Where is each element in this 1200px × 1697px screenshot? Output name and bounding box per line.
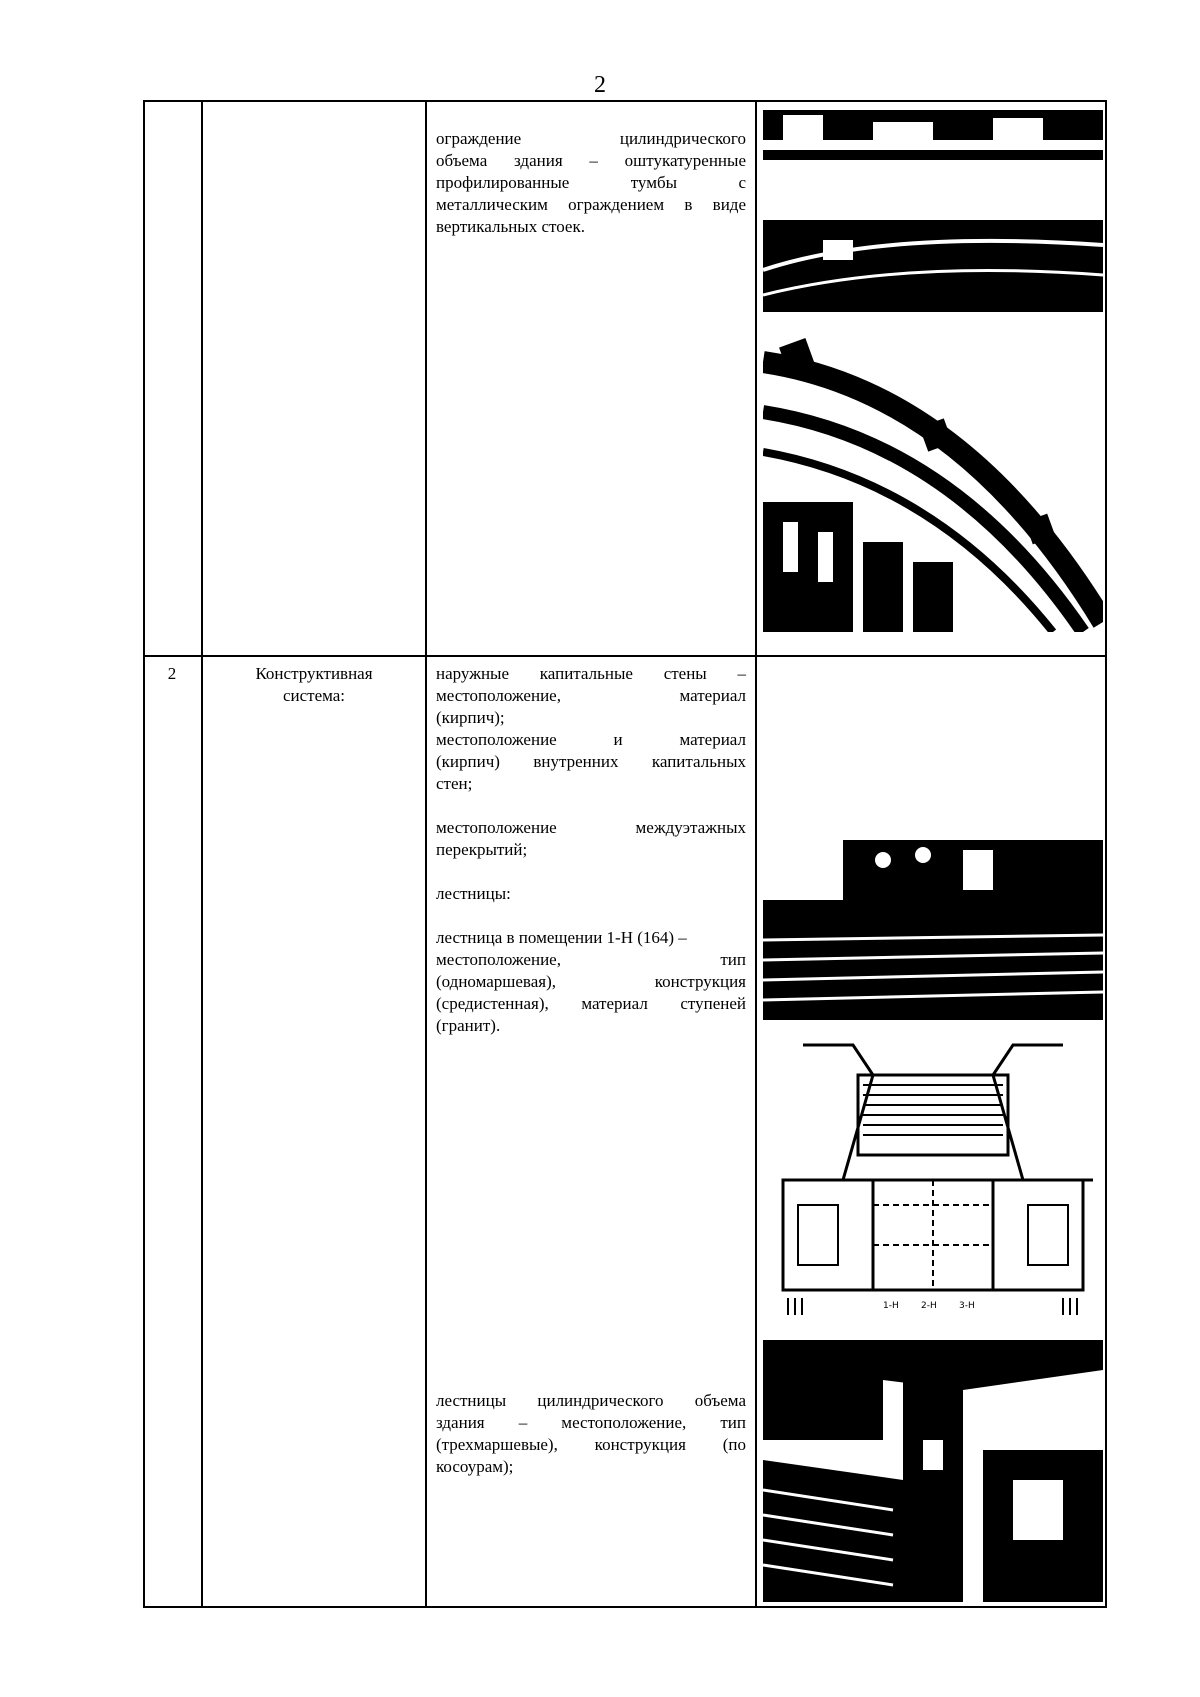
- text-line: (одномаршевая), конструкция: [436, 972, 746, 991]
- text-line: местоположение и материал: [436, 730, 746, 749]
- text-line: перекрытий;: [436, 840, 528, 859]
- text-line: местоположение, материал: [436, 686, 746, 705]
- text-line: система:: [282, 686, 346, 705]
- text-line: здания – местоположение, тип: [436, 1413, 746, 1432]
- photo-parapet-cityview: [763, 110, 1103, 312]
- photo-granite-stairs: [763, 840, 1103, 1020]
- column-divider: [755, 100, 757, 1608]
- plan-label: 2-Н: [921, 1301, 937, 1311]
- page-number: 2: [594, 72, 606, 98]
- floor-plan-drawing: [763, 1030, 1103, 1320]
- text-line: местоположение, тип: [436, 950, 746, 969]
- row2-name: [207, 663, 421, 707]
- text-line: наружные капитальные стены –: [436, 664, 746, 683]
- row2-number: 2: [167, 664, 177, 683]
- plan-label: 3-Н: [959, 1301, 975, 1311]
- text-line: металлическим ограждением в виде: [436, 195, 746, 214]
- text-line: лестницы:: [436, 884, 511, 903]
- text-line: (гранит).: [436, 1016, 501, 1035]
- column-divider: [201, 100, 203, 1608]
- table-border-right: [1105, 100, 1107, 1608]
- text-line: ограждение цилиндрического: [436, 129, 746, 148]
- text-line: (средистенная), материал ступеней: [436, 994, 746, 1013]
- text-line: вертикальных стоек.: [436, 217, 585, 236]
- plan-label: 1-Н: [883, 1301, 899, 1311]
- text-line: стен;: [436, 774, 473, 793]
- table-border-left: [143, 100, 145, 1608]
- text-line: Конструктивная: [255, 664, 373, 683]
- text-line: лестницы цилиндрического объема: [436, 1391, 746, 1410]
- text-line: (кирпич);: [436, 708, 505, 727]
- photo-curved-parapet: [763, 332, 1103, 632]
- text-line: профилированные тумбы с: [436, 173, 746, 192]
- text-line: (трехмаршевые), конструкция (по: [436, 1435, 746, 1454]
- table-border-top: [143, 100, 1107, 102]
- row1-description: [436, 128, 746, 238]
- table-border-bottom: [143, 1606, 1107, 1608]
- heritage-table: [143, 100, 1107, 1608]
- text-line: объема здания – оштукатуренные: [436, 151, 746, 170]
- row-divider: [143, 655, 1107, 657]
- text-line: местоположение междуэтажных: [436, 818, 746, 837]
- text-line: лестница в помещении 1-Н (164) –: [436, 928, 687, 947]
- photo-cylinder-stairs: [763, 1340, 1103, 1602]
- text-line: (кирпич) внутренних капитальных: [436, 752, 746, 771]
- text-line: косоурам);: [436, 1457, 514, 1476]
- column-divider: [425, 100, 427, 1608]
- row2-description-upper: [436, 663, 746, 1037]
- row2-description-lower: [436, 1390, 746, 1478]
